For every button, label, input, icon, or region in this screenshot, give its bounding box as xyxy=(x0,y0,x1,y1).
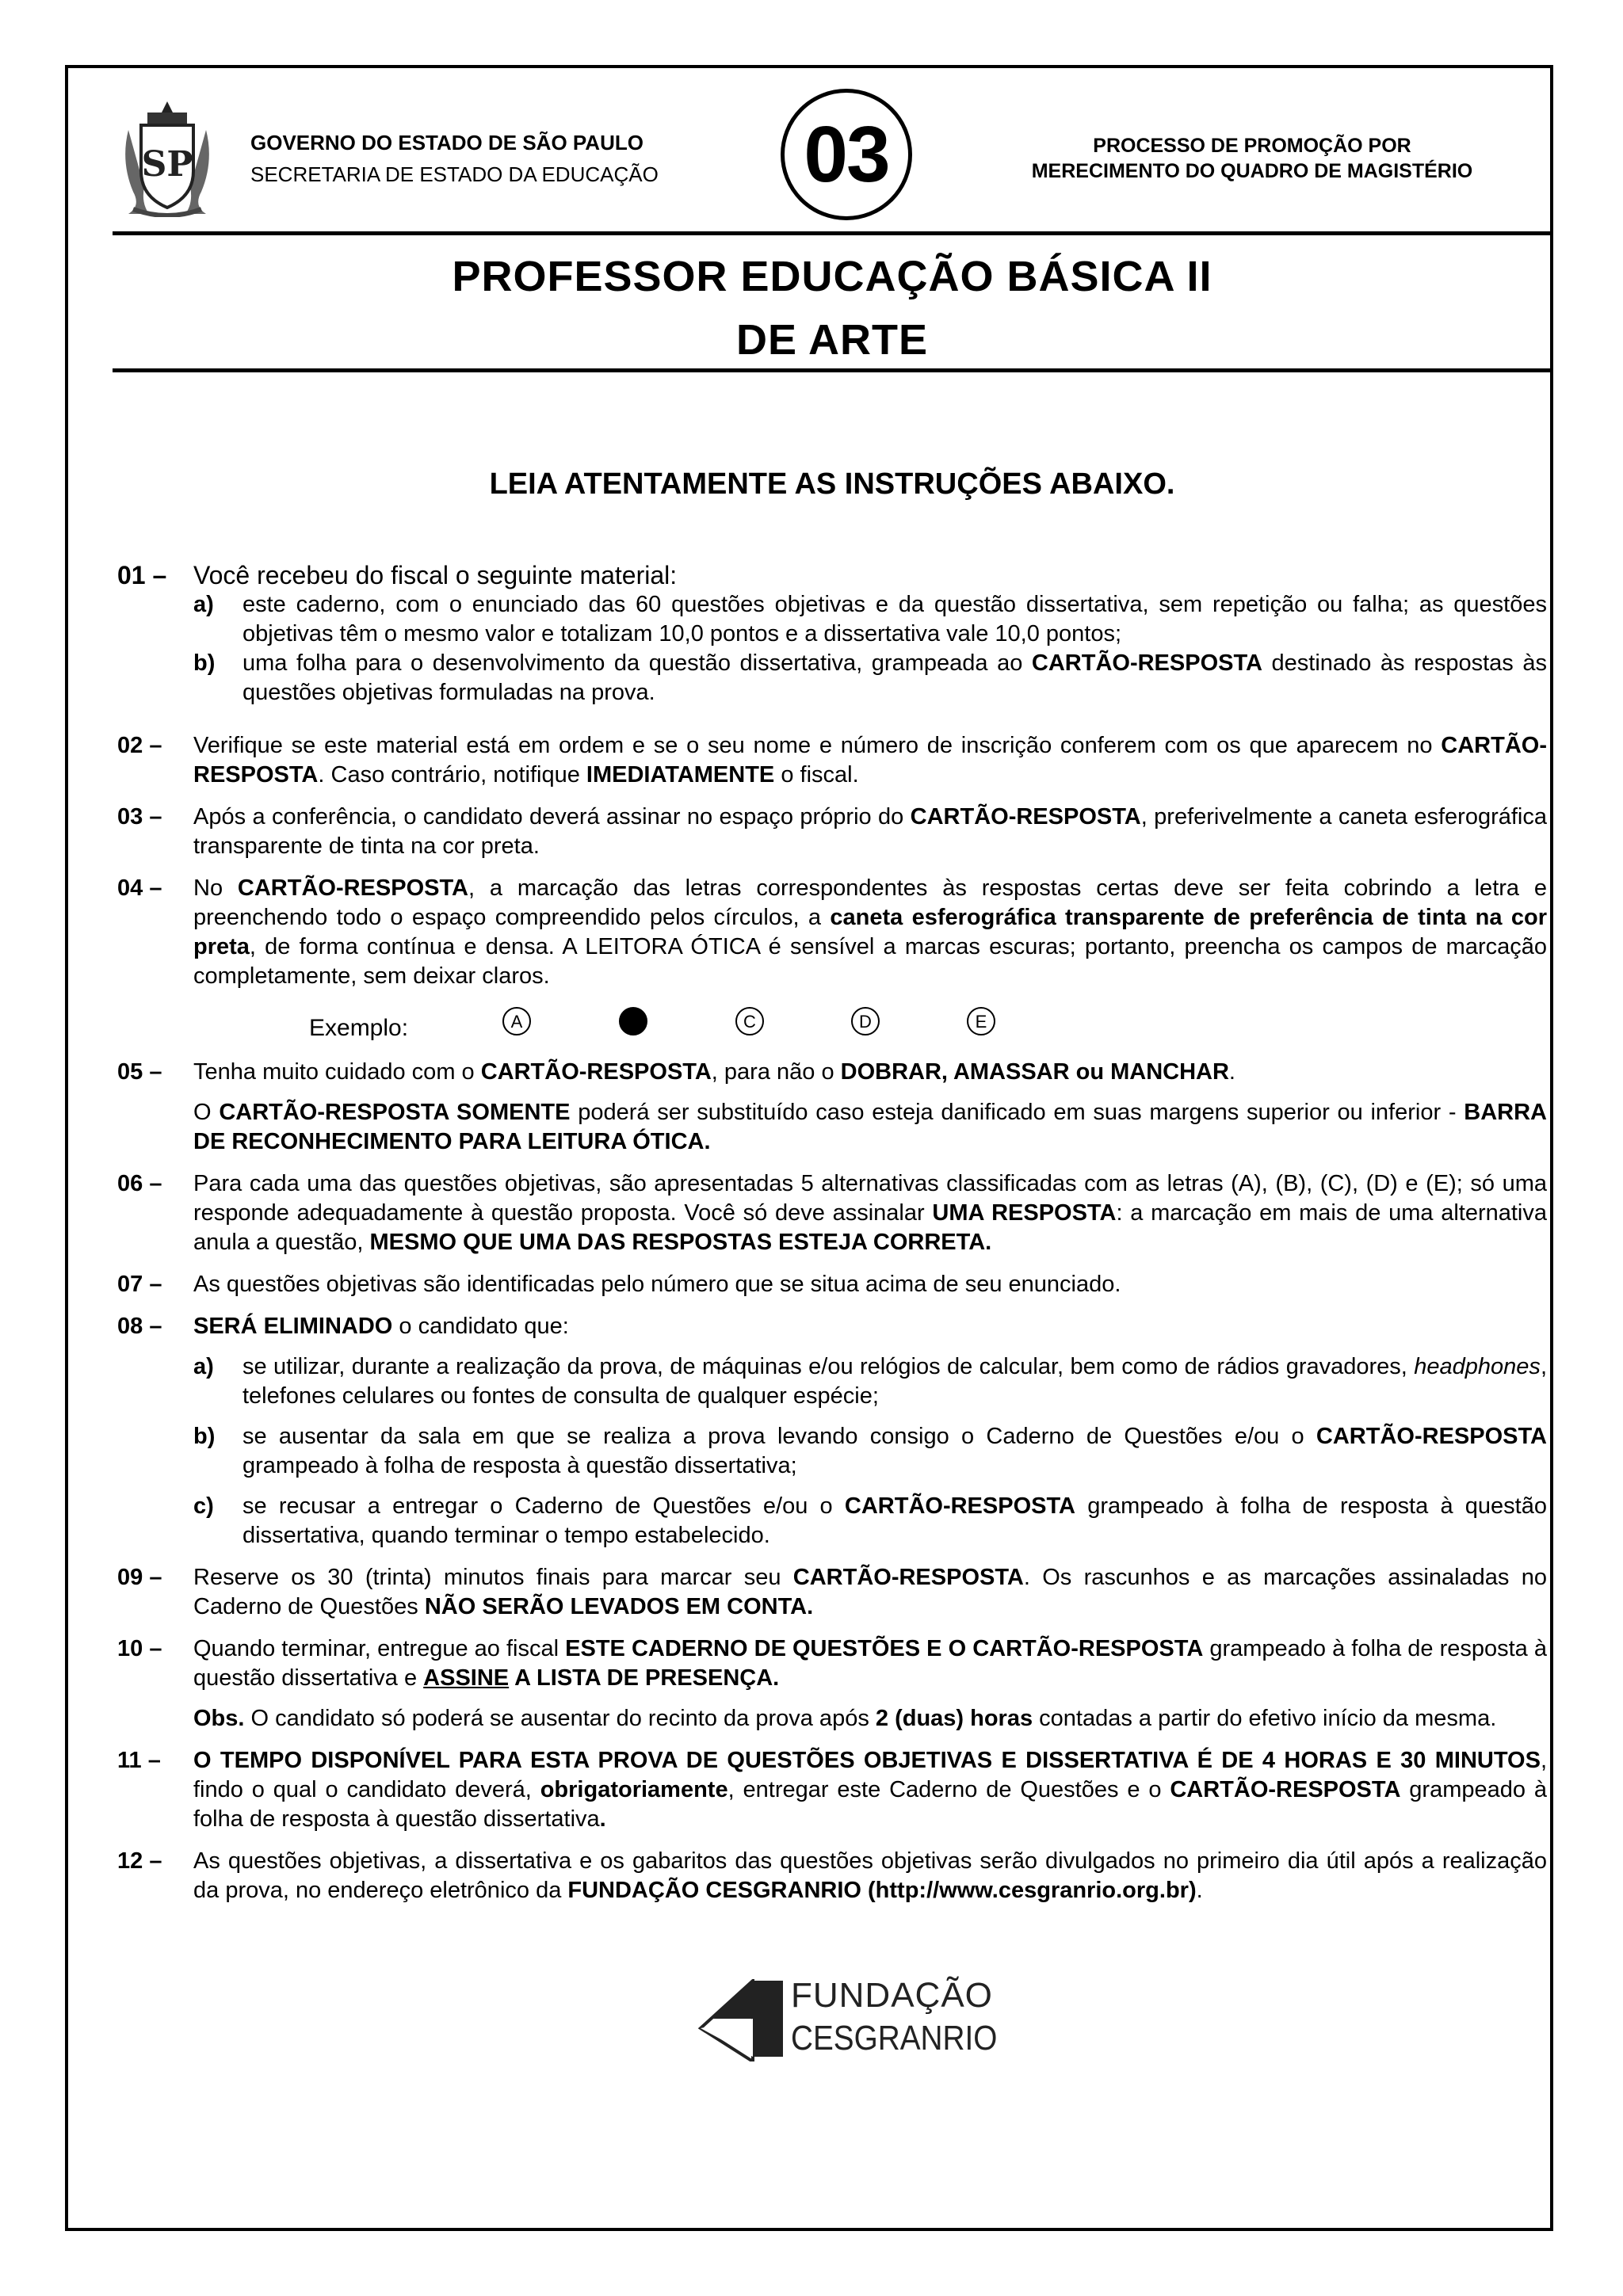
text: Tenha muito cuidado com o xyxy=(193,1059,481,1085)
text: , entregar este Caderno de Questões e o xyxy=(727,1777,1170,1802)
sub-item-b xyxy=(193,649,1547,707)
emphasis: ESTE CADERNO DE QUESTÕES E O CARTÃO-RESPOSTA xyxy=(565,1636,1204,1661)
bubble-b-filled xyxy=(619,1007,647,1035)
text: poderá ser substituído caso esteja danificado em suas margens superior ou inferior - xyxy=(570,1100,1465,1125)
observation-label: Obs. xyxy=(193,1706,245,1731)
text: , preferivelmente a caneta esferográfica transparente de tinta na cor preta. xyxy=(193,804,1547,859)
sub-item-b xyxy=(193,1422,1547,1481)
emphasis: SERÁ ELIMINADO xyxy=(193,1314,393,1339)
emphasis: CARTÃO-RESPOSTA xyxy=(237,875,468,901)
instruction-text: As questões objetivas são identificadas pelo número que se situa acima de seu enunciado. xyxy=(193,1272,1121,1297)
text: : a marcação em mais de uma alternativa anula a questão, xyxy=(193,1200,1548,1255)
emphasis: UMA RESPOSTA xyxy=(932,1200,1117,1226)
text: . Os rascunhos e as marcações assinaladas no Caderno de Questões xyxy=(193,1565,1547,1619)
instructions-heading: LEIA ATENTAMENTE AS INSTRUÇÕES ABAIXO. xyxy=(489,467,1175,501)
emphasis: CARTÃO-RESPOSTA xyxy=(193,733,1547,788)
government-name: GOVERNO DO ESTADO DE SÃO PAULO xyxy=(250,131,643,154)
logo-text-cesgranrio: CESGRANRIO xyxy=(791,2019,998,2058)
instruction-11 xyxy=(117,1746,1547,1834)
instruction-02 xyxy=(117,731,1547,790)
text: grampeado à folha de resposta à questão dissertativa; xyxy=(242,1453,797,1478)
instruction-number: 06 – xyxy=(117,1171,162,1196)
process-line-2: MERECIMENTO DO QUADRO DE MAGISTÉRIO xyxy=(1031,160,1473,182)
secretariat-name: SECRETARIA DE ESTADO DA EDUCAÇÃO xyxy=(250,162,659,186)
sub-item-letter: c) xyxy=(193,1493,214,1519)
emphasis: CARTÃO-RESPOSTA xyxy=(1316,1424,1547,1449)
instruction-text xyxy=(193,1634,1547,1693)
sub-item-text: destinado às respostas às questões objetivas formuladas na prova. xyxy=(242,650,1547,705)
instruction-number: 08 – xyxy=(117,1314,162,1339)
emphasis: CARTÃO-RESPOSTA xyxy=(910,804,1141,830)
text: grampeado à folha de resposta à questão dissertativa e xyxy=(193,1636,1547,1691)
text: contadas a partir do efetivo início da mesma. xyxy=(1033,1706,1497,1731)
text: No xyxy=(193,875,238,901)
emphasis: . xyxy=(599,1806,606,1832)
instruction-03 xyxy=(117,803,1547,861)
emphasis: CARTÃO-RESPOSTA SOMENTE xyxy=(219,1100,571,1125)
logo-text-fundacao: FUNDAÇÃO xyxy=(791,1976,993,2015)
underlined-emphasis: ASSINE xyxy=(423,1665,510,1691)
text: Reserve os 30 (trinta) minutos finais para marcar seu xyxy=(193,1565,793,1590)
government-block xyxy=(250,127,659,190)
exam-title: PROFESSOR EDUCAÇÃO BÁSICA II xyxy=(452,253,1212,300)
instruction-08 xyxy=(117,1312,1547,1550)
text: grampeado à folha de resposta à questão dissertativa, quando terminar o tempo estabelecido. xyxy=(242,1493,1547,1548)
emphasis: A LISTA DE PRESENÇA. xyxy=(509,1665,780,1691)
instruction-number: 01 – xyxy=(117,561,167,589)
text: . xyxy=(1196,1878,1203,1903)
instruction-09 xyxy=(117,1563,1547,1622)
instruction-07 xyxy=(117,1270,1547,1299)
text: O xyxy=(193,1100,220,1125)
sub-item-a xyxy=(193,590,1547,649)
emphasis: obrigatoriamente xyxy=(540,1777,728,1802)
sub-item-letter: b) xyxy=(193,650,216,676)
instruction-text: Você recebeu do fiscal o seguinte material: xyxy=(193,561,678,589)
sub-item-c xyxy=(193,1492,1547,1550)
instruction-number: 11 – xyxy=(117,1748,161,1773)
instruction-text xyxy=(193,1098,1547,1157)
emphasis: CARTÃO-RESPOSTA xyxy=(844,1493,1075,1519)
exam-subtitle: DE ARTE xyxy=(735,316,928,364)
text: se ausentar da sala em que se realiza a prova levando consigo o Caderno de Questões e/ou o xyxy=(242,1424,1316,1449)
text: , para não o xyxy=(711,1059,841,1085)
instruction-01 xyxy=(117,561,1547,707)
sao-paulo-seal-icon xyxy=(117,98,217,217)
exam-number-badge: 03 xyxy=(781,89,912,220)
text: As questões objetivas, a dissertativa e os gabaritos das questões objetivas serão divulgados no primeiro dia útil após a realização da prova, no endereço eletrônico da xyxy=(193,1848,1547,1903)
text: . xyxy=(1228,1059,1235,1085)
text: se utilizar, durante a realização da prova, de máquinas e/ou relógios de calcular, bem como de rádios gravadores, xyxy=(242,1354,1415,1379)
instruction-number: 02 – xyxy=(117,733,162,758)
instruction-text xyxy=(193,1746,1547,1834)
sub-item-text: uma folha para o desenvolvimento da questão dissertativa, grampeada ao xyxy=(242,650,1032,676)
process-block xyxy=(999,133,1506,184)
bubble-c: C xyxy=(735,1007,764,1035)
text: , de forma contínua e densa. A LEITORA ÓTICA é sensível a marcas escuras; portanto, preencha os campos de marcação completamente, sem deixar claros. xyxy=(193,934,1547,989)
header-divider xyxy=(113,231,1552,235)
instruction-number: 07 – xyxy=(117,1272,162,1297)
emphasis: 2 (duas) horas xyxy=(875,1706,1033,1731)
instruction-text xyxy=(193,1847,1547,1905)
bubble-a: A xyxy=(502,1007,531,1035)
bubble-e: E xyxy=(967,1007,995,1035)
instruction-text xyxy=(193,874,1547,991)
text: o candidato que: xyxy=(392,1314,569,1339)
instruction-04 xyxy=(117,874,1547,991)
example-label: Exemplo: xyxy=(309,1015,409,1041)
instruction-text xyxy=(193,1058,1547,1087)
emphasis: O TEMPO DISPONÍVEL PARA ESTA PROVA DE QUESTÕES OBJETIVAS E DISSERTATIVA É DE 4 HORAS E 30 MINUTOS xyxy=(193,1748,1541,1773)
instruction-number: 05 – xyxy=(117,1059,162,1085)
emphasis: CARTÃO-RESPOSTA xyxy=(480,1059,712,1085)
instruction-number: 10 – xyxy=(117,1636,162,1661)
sub-item-a xyxy=(193,1352,1547,1411)
instruction-12 xyxy=(117,1847,1547,1905)
instruction-text xyxy=(193,731,1547,790)
sub-item-letter: a) xyxy=(193,1354,214,1379)
text: O candidato só poderá se ausentar do recinto da prova após xyxy=(244,1706,876,1731)
observation-text xyxy=(193,1704,1547,1733)
instruction-06 xyxy=(117,1169,1547,1257)
italic-text: headphones xyxy=(1414,1354,1541,1379)
process-line-1: PROCESSO DE PROMOÇÃO POR xyxy=(1093,135,1411,157)
emphasis: CARTÃO-RESPOSTA xyxy=(792,1565,1024,1590)
instructions-list xyxy=(117,561,1547,1918)
text: , telefones celulares ou fontes de consulta de qualquer espécie; xyxy=(242,1354,1547,1409)
instruction-number: 09 – xyxy=(117,1565,162,1590)
svg-text:SP: SP xyxy=(141,144,193,185)
cesgranrio-mark-icon xyxy=(697,1979,786,2061)
emphasis: CARTÃO-RESPOSTA xyxy=(1170,1777,1401,1802)
emphasis: DOBRAR, AMASSAR ou MANCHAR xyxy=(840,1059,1229,1085)
sub-item-text: este caderno, com o enunciado das 60 questões objetivas e da questão dissertativa, sem repetição ou falha; as questões objetivas têm o mesmo valor e totalizam 10,0 pontos e a dissertativa vale 10,0 pontos; xyxy=(242,592,1547,646)
text: grampeado à folha de resposta à questão dissertativa xyxy=(193,1777,1547,1832)
emphasis: FUNDAÇÃO CESGRANRIO (http://www.cesgranrio.org.br) xyxy=(567,1878,1197,1903)
emphasis: NÃO SERÃO LEVADOS EM CONTA. xyxy=(424,1594,814,1619)
sub-item-letter: b) xyxy=(193,1424,216,1449)
instruction-text xyxy=(193,1312,1547,1341)
text: Quando terminar, entregue ao fiscal xyxy=(193,1636,566,1661)
cesgranrio-logo xyxy=(697,1971,998,2066)
bubble-d: D xyxy=(851,1007,880,1035)
instruction-number: 03 – xyxy=(117,804,162,830)
title-divider xyxy=(113,368,1552,372)
text: Após a conferência, o candidato deverá assinar no espaço próprio do xyxy=(193,804,911,830)
emphasis: BARRA DE RECONHECIMENTO PARA LEITURA ÓTICA. xyxy=(193,1100,1547,1154)
text: se recusar a entregar o Caderno de Questões e/ou o xyxy=(242,1493,845,1519)
instruction-text xyxy=(193,1169,1547,1257)
sub-item-letter: a) xyxy=(193,592,214,617)
instruction-number: 12 – xyxy=(117,1848,162,1874)
text: . Caso contrário, notifique xyxy=(318,762,586,788)
text: o fiscal. xyxy=(774,762,859,788)
emphasis: CARTÃO-RESPOSTA xyxy=(1031,650,1262,676)
marking-example xyxy=(117,1002,1547,1050)
text: Para cada uma das questões objetivas, são apresentadas 5 alternativas classificadas com as letras (A), (B), (C), (D) e (E); só uma responde adequadamente à questão proposta. Você só deve assinalar xyxy=(193,1171,1547,1226)
instruction-number: 04 – xyxy=(117,875,162,901)
emphasis: MESMO QUE UMA DAS RESPOSTAS ESTEJA CORRETA. xyxy=(369,1230,992,1255)
text: , a marcação das letras correspondentes às respostas certas deve ser feita cobrindo a letra e preenchendo todo o espaço compreendido pelos círculos, a xyxy=(193,875,1547,930)
instruction-text xyxy=(193,1563,1547,1622)
emphasis: IMEDIATAMENTE xyxy=(586,762,775,788)
instruction-text xyxy=(193,803,1547,861)
emphasis: caneta esferográfica transparente de preferência de tinta na cor preta xyxy=(193,905,1547,959)
instruction-05 xyxy=(117,1058,1547,1157)
text: , findo o qual o candidato deverá, xyxy=(193,1748,1547,1802)
text: Verifique se este material está em ordem e se o seu nome e número de inscrição conferem com os que aparecem no xyxy=(193,733,1442,758)
instruction-10 xyxy=(117,1634,1547,1733)
